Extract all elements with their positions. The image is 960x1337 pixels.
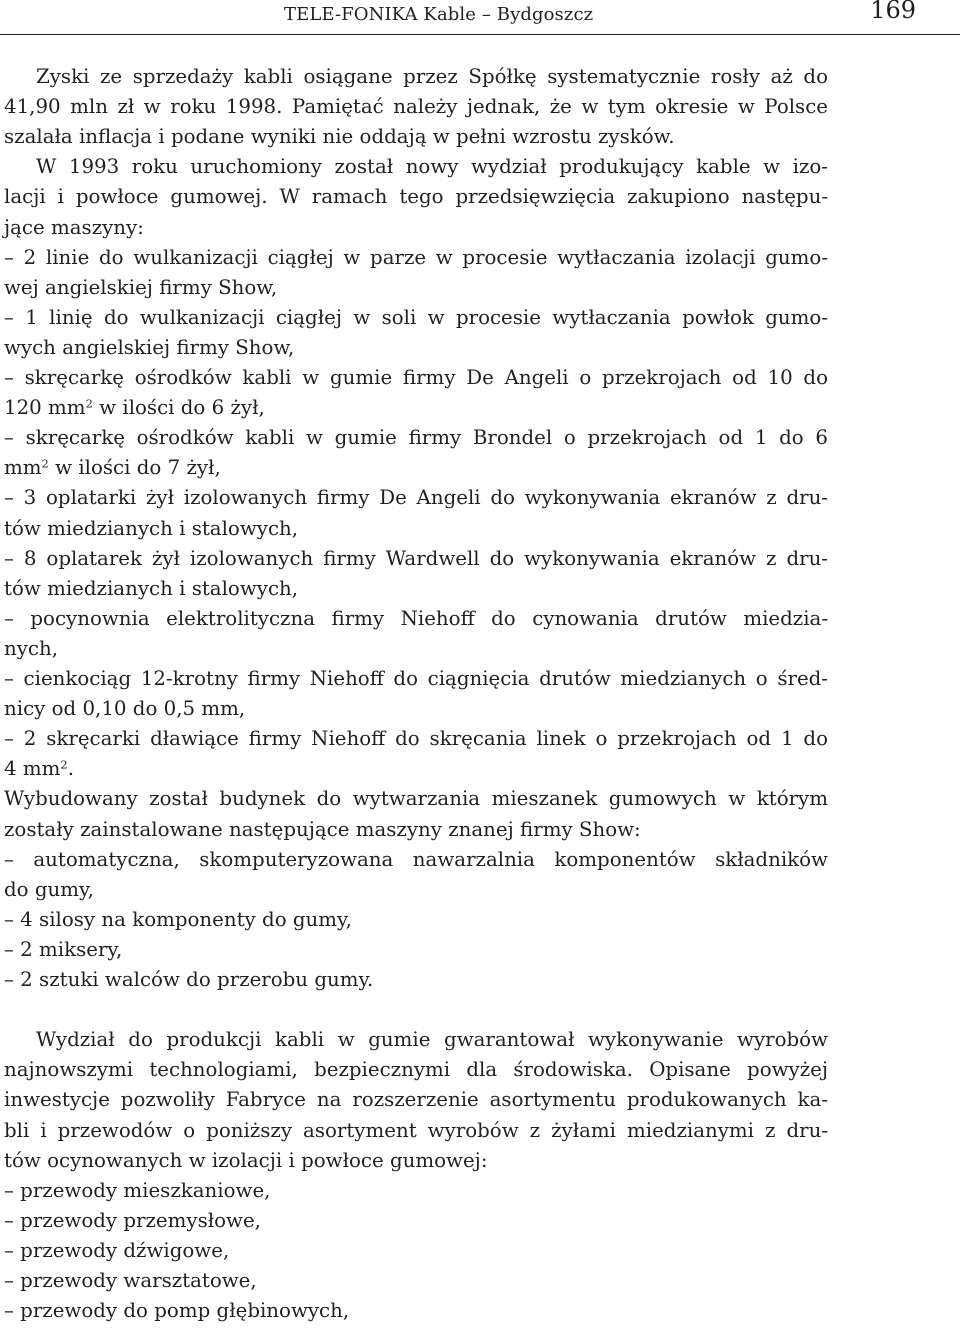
text-line: – automatyczna, skomputeryzowana nawarzalnia komponentów składników <box>4 847 828 871</box>
text-line: W 1993 roku uruchomiony został nowy wydział produkujący kable w izo- <box>36 155 828 179</box>
page-header <box>0 0 960 40</box>
text-line <box>4 995 828 1025</box>
text-line: – cienkociąg 12-krotny firmy Niehoff do ciągnięcia drutów miedzianych o śred- <box>4 667 828 690</box>
text-line <box>4 453 828 483</box>
text-line: nicy od 0,10 do 0,5 mm, <box>4 697 246 721</box>
text-line: Zyski ze sprzedaży kabli osiągane przez Spółkę systematycznie rosły aż do <box>36 65 828 88</box>
text-fragment: 4 mm <box>4 757 61 781</box>
text-line: – 2 linie do wulkanizacji ciągłej w parze w procesie wytłaczania izolacji gumo- <box>4 245 828 269</box>
text-fragment: w ilości do 6 żył, <box>92 396 265 420</box>
text-line: tów miedzianych i stalowych, <box>4 516 299 540</box>
text-line: – przewody dźwigowe, <box>4 1238 230 1262</box>
page-number: 169 <box>870 0 916 24</box>
text-line: Wydział do produkcji kabli w gumie gwarantował wykonywanie wyrobów <box>36 1028 828 1052</box>
text-fragment: mm <box>4 456 42 480</box>
text-line <box>4 393 828 423</box>
text-line: nych, <box>4 636 59 660</box>
text-line: Wybudowany został budynek do wytwarzania mieszanek gumowych w którym <box>4 787 828 811</box>
text-line: wych angielskiej firmy Show, <box>4 335 295 359</box>
text-line: do gumy, <box>4 877 94 901</box>
text-line: – 8 oplatarek żył izolowanych firmy Wardwell do wykonywania ekranów z dru- <box>4 546 828 570</box>
text-line: jące maszyny: <box>4 215 144 239</box>
text-line: – przewody mieszkaniowe, <box>4 1178 271 1202</box>
text-line: szalała inflacja i podane wyniki nie oddają w pełni wzrostu zysków. <box>4 125 675 149</box>
text-line: – 1 linię do wulkanizacji ciągłej w soli w procesie wytłaczania powłok gumo- <box>4 305 828 329</box>
text-line: – 2 sztuki walców do przerobu gumy. <box>4 968 374 991</box>
superscript: 2 <box>60 757 68 772</box>
text-line: najnowszymi technologiami, bezpiecznymi dla środowiska. Opisane powyżej <box>4 1058 828 1082</box>
text-line: – przewody do pomp głębinowych, <box>4 1299 350 1323</box>
text-line: – skręcarkę ośrodków kabli w gumie firmy De Angeli o przekrojach od 10 do <box>4 366 828 389</box>
text-line: lacji i powłoce gumowej. W ramach tego przedsięwzięcia zakupiono następu- <box>4 185 828 209</box>
text-line: – 2 skręcarki dławiące firmy Niehoff do skręcania linek o przekrojach od 1 do <box>4 727 828 751</box>
text-line <box>4 754 828 784</box>
text-line: – 3 oplatarki żył izolowanych firmy De Angeli do wykonywania ekranów z dru- <box>4 486 828 510</box>
superscript: 2 <box>85 396 93 411</box>
text-line: – skręcarkę ośrodków kabli w gumie firmy Brondel o przekrojach od 1 do 6 <box>4 426 828 450</box>
text-fragment: . <box>67 757 74 781</box>
superscript: 2 <box>41 456 49 471</box>
text-line: – pocynownia elektrolityczna firmy Niehoff do cynowania drutów miedzia- <box>4 606 828 630</box>
text-line: – 4 silosy na komponenty do gumy, <box>4 907 352 931</box>
header-rule <box>0 34 960 35</box>
text-line: tów ocynowanych w izolacji i powłoce gumowej: <box>4 1148 488 1172</box>
text-fragment: 120 mm <box>4 396 86 420</box>
text-line: zostały zainstalowane następujące maszyny znanej firmy Show: <box>4 817 641 841</box>
text-line: tów miedzianych i stalowych, <box>4 576 299 600</box>
text-line: wej angielskiej firmy Show, <box>4 275 278 299</box>
text-fragment: w ilości do 7 żył, <box>48 456 221 480</box>
text-line: 41,90 mln zł w roku 1998. Pamiętać należy jednak, że w tym okresie w Polsce <box>4 95 828 119</box>
running-head: TELE-FONIKA Kable – Bydgoszcz <box>284 4 594 25</box>
text-line: bli i przewodów o poniższy asortyment wyrobów z żyłami miedzianymi z dru- <box>4 1118 828 1142</box>
text-line: – 2 miksery, <box>4 937 123 961</box>
text-line: inwestycje pozwoliły Fabryce na rozszerzenie asortymentu produkowanych ka- <box>4 1088 828 1112</box>
text-line: – przewody przemysłowe, <box>4 1208 261 1232</box>
text-line: – przewody warsztatowe, <box>4 1269 257 1292</box>
